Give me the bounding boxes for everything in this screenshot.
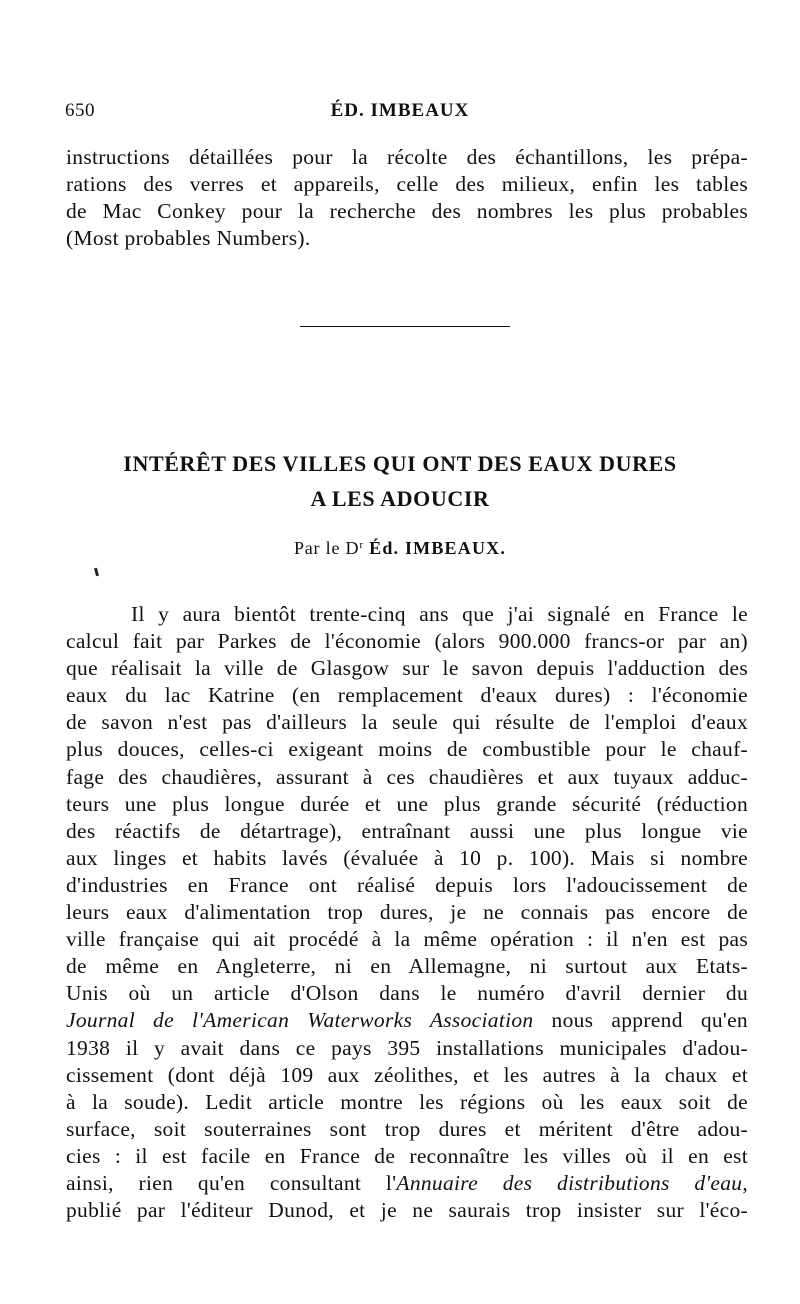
byline-prefix: Par le D [293,538,360,558]
text-line: à la soude). Ledit article montre les régions où les eaux soit de [66,1089,748,1114]
text-line: teurs une plus longue durée et une plus grande sécurité (réduction [66,791,748,816]
text-line: que réalisait la ville de Glasgow sur le savon depuis l'adduction des [66,656,748,681]
text-line: fage des chaudières, assurant à ces chaudières et aux tuyaux adduc- [66,764,748,789]
byline-superscript: r [359,539,364,551]
article-title-line-2: A LES ADOUCIR [310,486,490,511]
text-line-annuaire [66,1170,748,1197]
text-line: instructions détaillées pour la récolte des échantillons, les prépa- [66,145,748,169]
text-line: de savon n'est pas d'ailleurs la seule qui résulte de l'emploi d'eaux [66,710,748,735]
text-line: Unis où un article d'Olson dans le numéro d'avril dernier du [66,981,748,1006]
text-line: de même en Angleterre, ni en Allemagne, ni surtout aux Etats- [66,954,748,979]
text-line: d'industries en France ont réalisé depuis lors l'adoucissement de [66,872,748,897]
text-line: des réactifs de détartrage), entraînant aussi une plus longue vie [66,818,748,843]
journal-line-rest: nous apprend qu'en [533,1008,748,1033]
text-line: eaux du lac Katrine (en remplacement d'eaux dures) : l'économie [66,683,748,708]
text-line: surface, soit souterraines sont trop dures et méritent d'être adou- [66,1116,748,1141]
text-line: leurs eaux d'alimentation trop dures, je ne connais pas encore de [66,900,748,925]
text-line: Il y aura bientôt trente-cinq ans que j'ai signalé en France le [131,602,748,626]
text-line: cissement (dont déjà 109 aux zéolithes, et les autres à la chaux et [66,1062,748,1087]
text-line: publié par l'éditeur Dunod, et je ne saurais trop insister sur l'éco- [66,1198,748,1223]
text-line: rations des verres et appareils, celle des milieux, enfin les tables [66,172,748,196]
text-line: (Most probables Numbers). [66,226,311,250]
previous-article-ending [66,144,748,252]
stray-print-mark [94,568,99,577]
section-divider [300,326,510,327]
running-header [0,100,800,130]
annuaire-line-after: , [742,1170,749,1195]
running-title: ÉD. IMBEAUX [330,100,470,121]
text-line: ville française qui ait procédé à la même opération : il n'en est pas [66,927,748,952]
text-line-journal [66,1007,748,1034]
text-line: calcul fait par Parkes de l'économie (alors 900.000 francs-or par an) [66,629,748,654]
article-title-line-1: INTÉRÊT DES VILLES QUI ONT DES EAUX DURES [123,451,677,476]
byline-author: Éd. IMBEAUX. [369,538,507,558]
journal-title: Journal de l'American Waterworks Association [66,1008,534,1033]
text-line: 1938 il y avait dans ce pays 395 installations municipales d'adou- [66,1035,748,1060]
text-line: plus douces, celles-ci exigeant moins de combustible pour le chauf- [66,737,748,762]
page-number: 650 [65,100,95,121]
article-body [66,601,748,1224]
annuaire-line-before: ainsi, rien qu'en consultant l' [66,1170,397,1195]
text-line: aux linges et habits lavés (évaluée à 10 p. 100). Mais si nombre [66,845,748,870]
text-line: de Mac Conkey pour la recherche des nombres les plus probables [66,199,748,223]
byline [0,538,800,559]
text-line: cies : il est facile en France de reconnaître les villes où il en est [66,1143,748,1168]
annuaire-title: Annuaire des distributions d'eau [396,1170,743,1195]
